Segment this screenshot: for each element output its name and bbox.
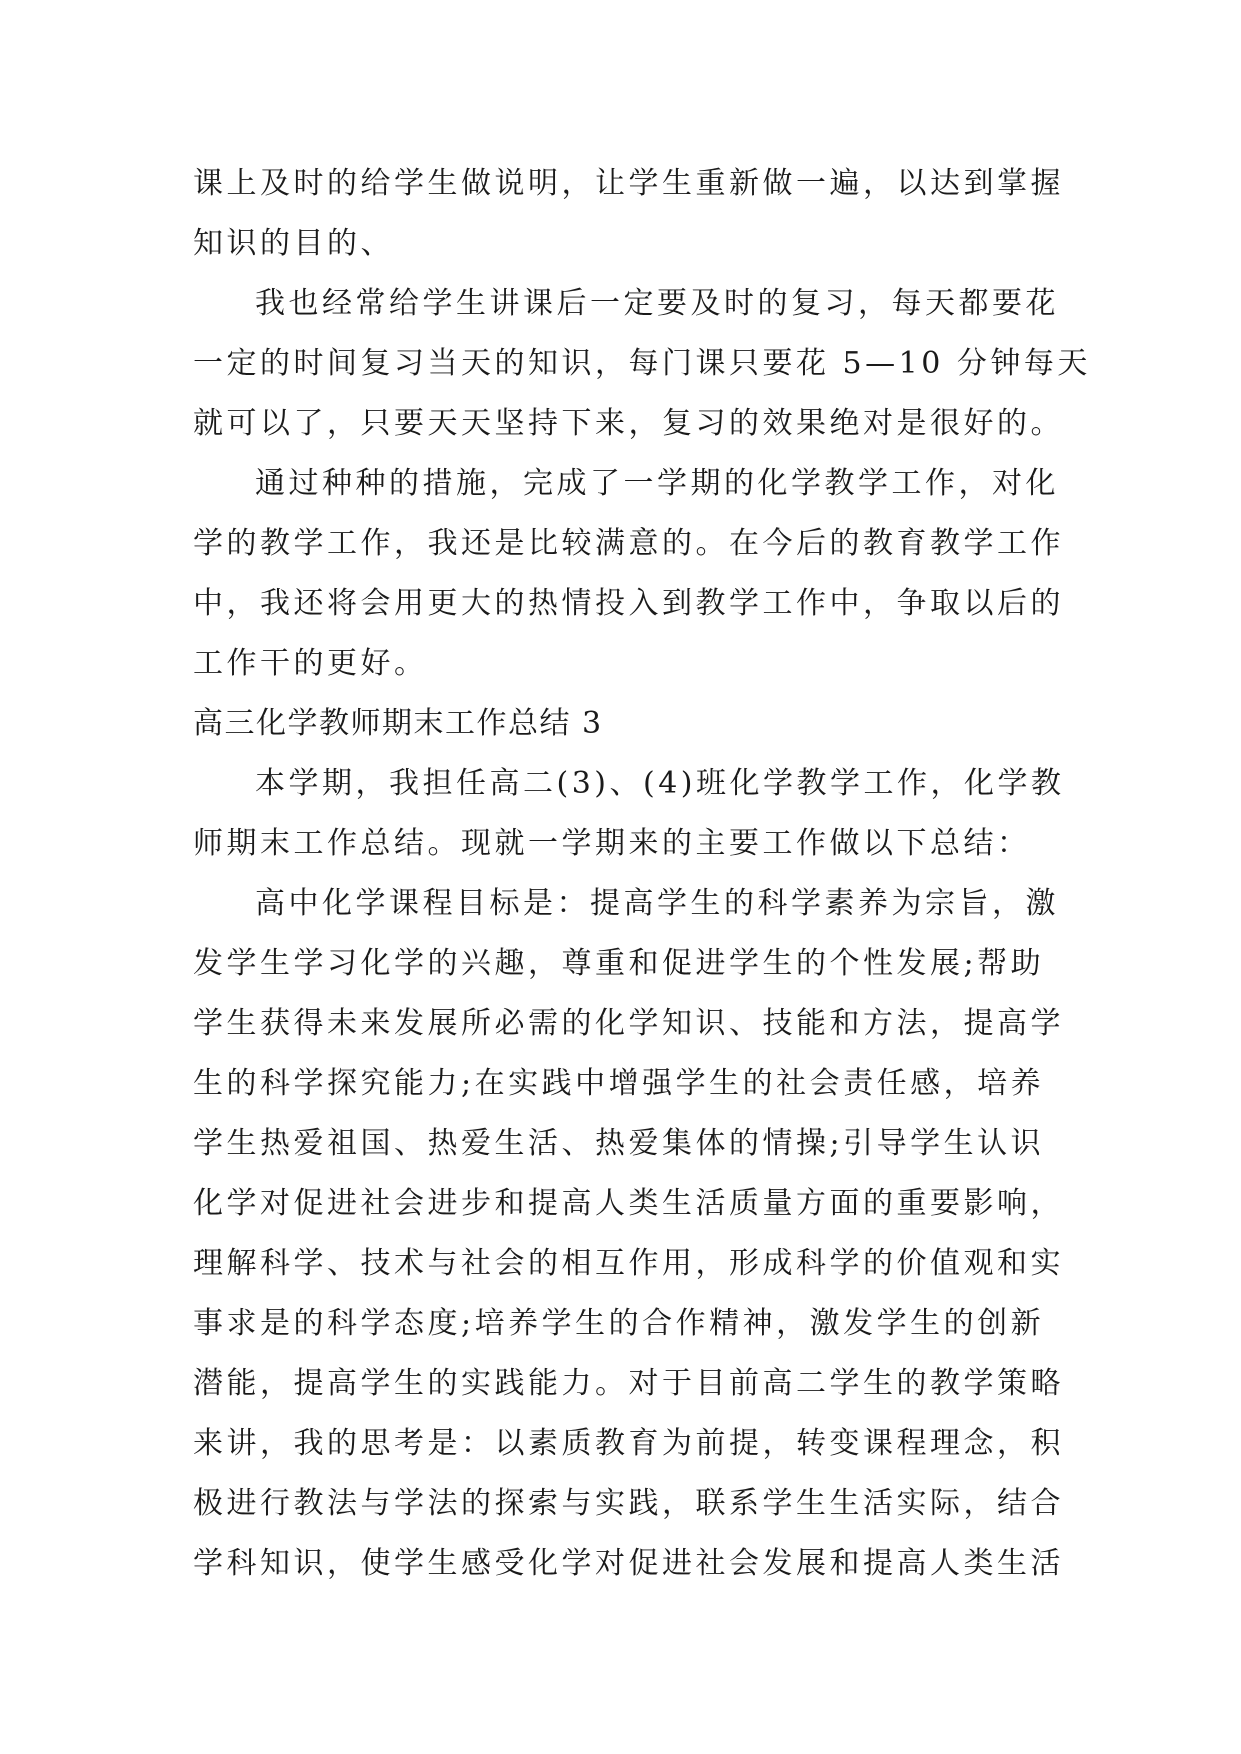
text-line: 课上及时的给学生做说明，让学生重新做一遍，以达到掌握 [193,166,1064,201]
text-line: 一定的时间复习当天的知识，每门课只要花 5—10 分钟每天 [193,346,1091,381]
text-line: 工作干的更好。 [193,646,428,681]
text-line: 就可以了，只要天天坚持下来，复习的效果绝对是很好的。 [193,406,1064,441]
document-body [193,154,1091,1594]
text-line: 知识的目的、 [193,226,394,261]
section-heading: 高三化学教师期末工作总结 3 [193,706,603,741]
paragraph-first-line: 本学期，我担任高二(3)、(4)班化学教学工作，化学教 [255,766,1065,801]
text-line: 学生热爱祖国、热爱生活、热爱集体的情操;引导学生认识 [193,1126,1045,1161]
text-line: 学生获得未来发展所必需的化学知识、技能和方法，提高学 [193,1006,1064,1041]
text-line: 事求是的科学态度;培养学生的合作精神，激发学生的创新 [193,1306,1045,1341]
paragraph-first-line: 高中化学课程目标是：提高学生的科学素养为宗旨，激 [255,886,1059,921]
text-line: 化学对促进社会进步和提高人类生活质量方面的重要影响， [193,1186,1064,1221]
text-line: 学科知识，使学生感受化学对促进社会发展和提高人类生活 [193,1546,1064,1581]
text-line: 中，我还将会用更大的热情投入到教学工作中，争取以后的 [193,586,1064,621]
text-line: 生的科学探究能力;在实践中增强学生的社会责任感，培养 [193,1066,1045,1101]
text-line: 理解科学、技术与社会的相互作用，形成科学的价值观和实 [193,1246,1064,1281]
text-line: 极进行教法与学法的探索与实践，联系学生生活实际，结合 [193,1486,1064,1521]
text-line: 来讲，我的思考是：以素质教育为前提，转变课程理念，积 [193,1426,1064,1461]
text-line: 学的教学工作，我还是比较满意的。在今后的教育教学工作 [193,526,1064,561]
text-line: 师期末工作总结。现就一学期来的主要工作做以下总结： [193,826,1031,861]
text-line: 发学生学习化学的兴趣，尊重和促进学生的个性发展;帮助 [193,946,1045,981]
text-line: 潜能，提高学生的实践能力。对于目前高二学生的教学策略 [193,1366,1064,1401]
paragraph-first-line: 我也经常给学生讲课后一定要及时的复习，每天都要花 [255,286,1059,321]
paragraph-first-line: 通过种种的措施，完成了一学期的化学教学工作，对化 [255,466,1059,501]
